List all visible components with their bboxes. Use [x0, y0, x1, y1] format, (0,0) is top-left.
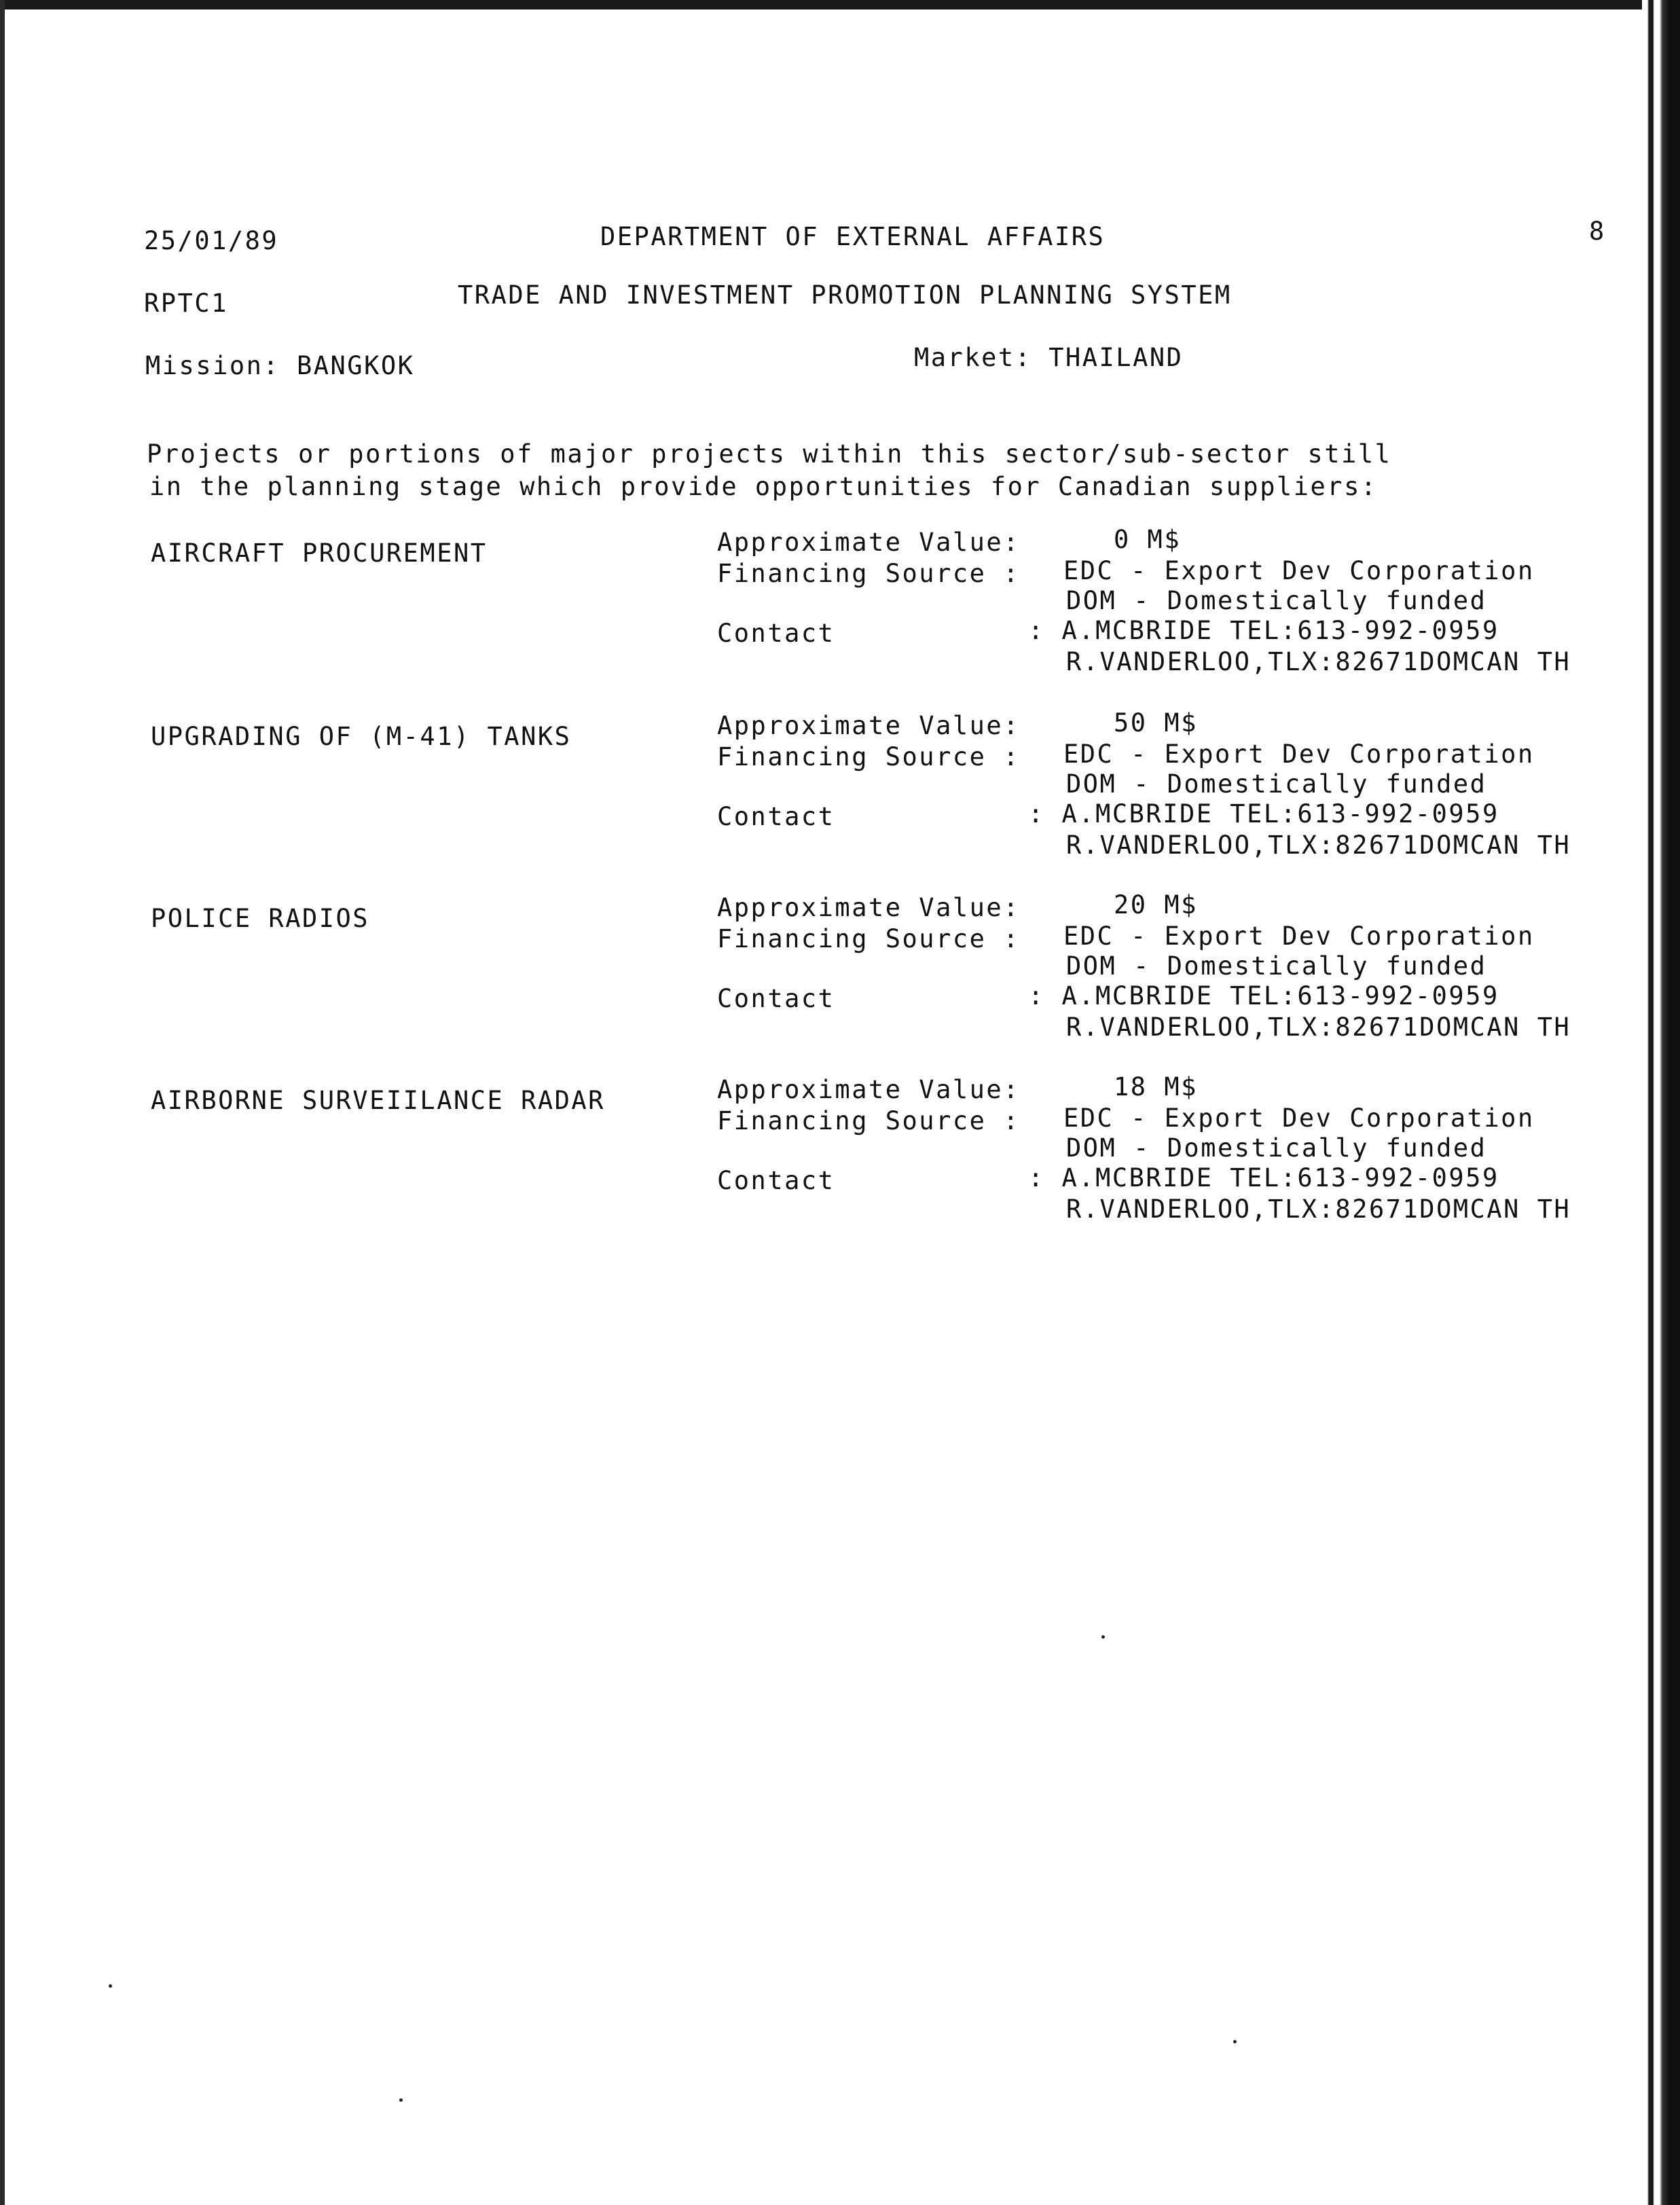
contact-label: Contact	[717, 1166, 835, 1195]
scan-speck	[109, 1984, 112, 1988]
financing-source-2: DOM - Domestically funded	[1066, 769, 1487, 799]
contact-line-2: R.VANDERLOO,TLX:82671DOMCAN TH	[1066, 647, 1571, 676]
financing-source-label: Financing Source :	[717, 742, 1020, 771]
approximate-value: 20 M$	[1114, 890, 1198, 919]
report-date: 25/01/89	[144, 226, 279, 255]
financing-source-label: Financing Source :	[717, 559, 1020, 588]
project-name: POLICE RADIOS	[151, 904, 370, 933]
contact-line-2: R.VANDERLOO,TLX:82671DOMCAN TH	[1066, 1013, 1571, 1042]
scan-speck	[1101, 1635, 1105, 1639]
contact-line-2: R.VANDERLOO,TLX:82671DOMCAN TH	[1066, 831, 1571, 860]
scan-speck	[399, 2098, 403, 2102]
project-name: UPGRADING OF (M-41) TANKS	[151, 722, 572, 751]
system-title: TRADE AND INVESTMENT PROMOTION PLANNING SYSTEM	[458, 280, 1232, 310]
intro-line-1: Projects or portions of major projects within this sector/sub-sector still	[147, 439, 1392, 469]
project-name: AIRCRAFT PROCUREMENT	[151, 539, 488, 568]
scan-right-edge	[1642, 0, 1680, 2205]
financing-source-1: EDC - Export Dev Corporation	[1063, 556, 1535, 585]
financing-source-1: EDC - Export Dev Corporation	[1063, 740, 1535, 769]
scan-top-edge	[0, 0, 1680, 10]
department-title: DEPARTMENT OF EXTERNAL AFFAIRS	[600, 222, 1106, 251]
financing-source-2: DOM - Domestically funded	[1066, 1133, 1487, 1163]
contact-line-1: : A.MCBRIDE TEL:613-992-0959	[1028, 616, 1499, 645]
approximate-value-label: Approximate Value:	[717, 893, 1020, 922]
approximate-value-label: Approximate Value:	[717, 1075, 1020, 1104]
financing-source-1: EDC - Export Dev Corporation	[1063, 922, 1535, 951]
intro-line-2: in the planning stage which provide opportunities for Canadian suppliers:	[149, 472, 1378, 501]
approximate-value-label: Approximate Value:	[717, 528, 1020, 557]
contact-label: Contact	[717, 619, 835, 648]
project-name: AIRBORNE SURVEIILANCE RADAR	[151, 1086, 605, 1115]
approximate-value-label: Approximate Value:	[717, 711, 1020, 740]
contact-label: Contact	[717, 802, 835, 831]
report-code: RPTC1	[144, 289, 228, 318]
contact-line-2: R.VANDERLOO,TLX:82671DOMCAN TH	[1066, 1195, 1571, 1224]
financing-source-label: Financing Source :	[717, 1106, 1020, 1135]
mission-field: Mission: BANGKOK	[145, 351, 415, 380]
financing-source-1: EDC - Export Dev Corporation	[1063, 1104, 1535, 1133]
scan-left-edge	[0, 0, 5, 2205]
approximate-value: 18 M$	[1114, 1072, 1198, 1101]
financing-source-2: DOM - Domestically funded	[1066, 951, 1487, 981]
scan-speck	[1233, 2040, 1237, 2043]
approximate-value: 0 M$	[1114, 525, 1182, 554]
page-number: 8	[1589, 217, 1606, 246]
approximate-value: 50 M$	[1114, 708, 1198, 737]
financing-source-label: Financing Source :	[717, 924, 1020, 953]
contact-line-1: : A.MCBRIDE TEL:613-992-0959	[1028, 799, 1499, 828]
contact-line-1: : A.MCBRIDE TEL:613-992-0959	[1028, 981, 1499, 1010]
financing-source-2: DOM - Domestically funded	[1066, 586, 1487, 615]
contact-label: Contact	[717, 984, 835, 1013]
contact-line-1: : A.MCBRIDE TEL:613-992-0959	[1028, 1163, 1499, 1192]
market-field: Market: THAILAND	[914, 343, 1184, 372]
